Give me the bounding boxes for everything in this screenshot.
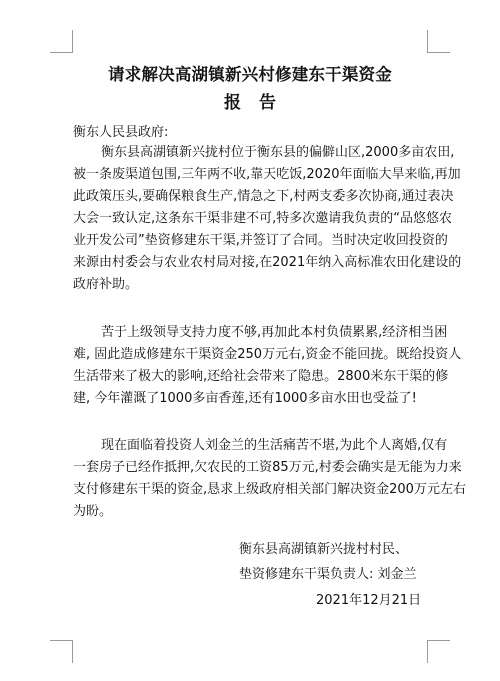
paragraph-line: 来源由村委会与农业农村局对接,在2021年纳入高标准农田化建设的 (73, 255, 462, 270)
crop-mark-top-left (50, 30, 73, 53)
signature-line-2: 垫资修建东干渠负责人: 刘金兰 (239, 567, 417, 582)
paragraph-line: 苦于上级领导支持力度不够,再加此本村负债累累,经济相当困 (101, 325, 448, 340)
paragraph-3 (73, 435, 466, 523)
paragraph-line: 现在面临着投资人刘金兰的生活痛苦不堪,为此个人离婚,仅有 (101, 438, 448, 453)
paragraph-1 (73, 142, 462, 296)
paragraph-line: 建, 今年灌溉了1000多亩香莲,还有1000多亩水田也受益了! (73, 391, 417, 406)
crop-mark-top-right (427, 30, 450, 53)
paragraph-line: 大会一致认定,这条东干渠非建不可,特多次邀请我负责的“品悠悠农 (73, 211, 452, 226)
document-subtitle: 报告 (224, 93, 294, 113)
salutation: 衡东人民县政府: (73, 125, 169, 140)
paragraph-line: 被一条废渠道包围,三年两不收,靠天吃饭,2020年面临大旱来临,再加 (73, 167, 461, 182)
crop-mark-bottom-right (427, 640, 450, 663)
paragraph-line: 难, 固此造成修建东干渠资金250万元右,资金不能回拢。既给投资人 (73, 347, 462, 362)
signature-date: 2021年12月21日 (316, 593, 422, 608)
paragraph-line: 生活带来了极大的影响,还给社会带来了隐患。2800米东干渠的修 (73, 369, 449, 384)
paragraph-line: 衡东县高湖镇新兴拢村位于衡东县的偏僻山区,2000多亩农田, (101, 145, 455, 160)
paragraph-line: 业开发公司”垫资修建东干渠,并签订了合同。当时决定收回投资的 (73, 233, 448, 248)
document-title: 请求解决高湖镇新兴村修建东干渠资金 (108, 65, 392, 84)
paragraph-line: 一套房子已经作抵押,欠农民的工资85万元,村委会确实是无能为力来 (73, 460, 462, 475)
paragraph-line: 为盼。 (73, 504, 113, 519)
paragraph-2 (73, 322, 462, 410)
paragraph-line: 此政策压头,要确保粮食生产,情急之下,村两支委多次协商,通过表决 (73, 189, 454, 204)
signature-line-1: 衡东县高湖镇新兴拢村村民、 (239, 542, 409, 557)
paragraph-line: 政府补助。 (73, 277, 139, 292)
paragraph-line: 支付修建东干渠的资金,恳求上级政府相关部门解决资金200万元左右 (73, 482, 466, 497)
crop-mark-bottom-left (50, 640, 73, 663)
